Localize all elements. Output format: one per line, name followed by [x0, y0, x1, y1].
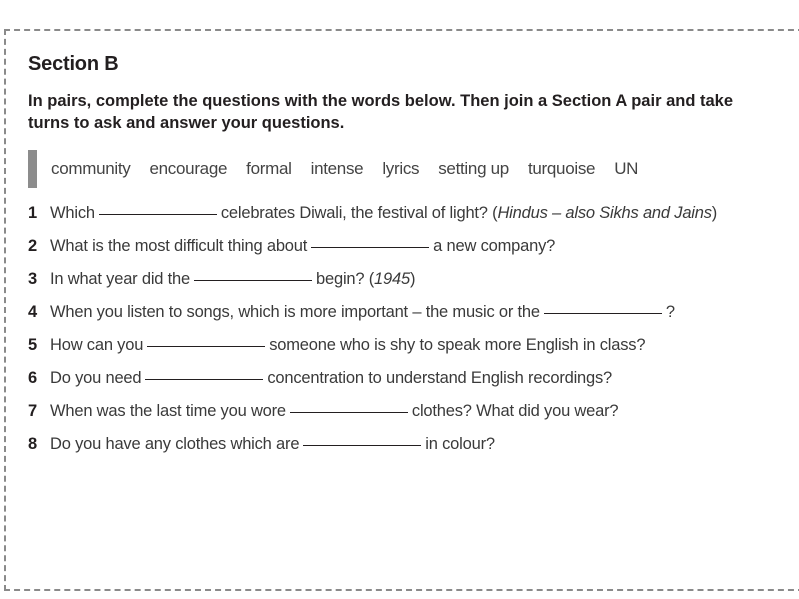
question-hint: 1945 [374, 270, 410, 288]
question-text-before: In what year did the [50, 270, 191, 288]
question-item [28, 237, 788, 270]
word-bank-bar [28, 150, 37, 188]
question-text-after: ? [665, 303, 675, 321]
question-text-after: concentration to understand English recordings? [267, 369, 613, 387]
question-text-after: clothes? What did you wear? [411, 402, 619, 420]
question-list [28, 204, 788, 468]
section-title: Section B [28, 53, 119, 75]
question-item [28, 336, 788, 369]
answer-blank[interactable] [145, 379, 263, 380]
answer-blank[interactable] [311, 247, 429, 248]
question-number: 6 [28, 369, 37, 387]
question-item [28, 369, 788, 402]
question-item [28, 270, 788, 303]
question-text-after: someone who is shy to speak more English in class? [269, 336, 646, 354]
answer-blank[interactable] [303, 445, 421, 446]
answer-blank[interactable] [290, 412, 408, 413]
question-text-before: How can you [50, 336, 144, 354]
question-text-after: celebrates Diwali, the festival of light? ( [220, 204, 498, 222]
word-bank-item: UN [614, 159, 639, 178]
question-number: 5 [28, 336, 37, 354]
question-text-after: in colour? [425, 435, 495, 453]
question-number: 7 [28, 402, 37, 420]
word-bank-item: encourage [149, 159, 228, 178]
question-end: ) [409, 270, 416, 288]
question-item [28, 435, 788, 468]
word-bank-item: turquoise [527, 159, 596, 178]
answer-blank[interactable] [147, 346, 265, 347]
question-end: ) [711, 204, 718, 222]
question-number: 3 [28, 270, 37, 288]
answer-blank[interactable] [544, 313, 662, 314]
word-bank-item: setting up [438, 159, 509, 178]
question-text-before: When you listen to songs, which is more important – the music or the [50, 303, 540, 321]
question-number: 1 [28, 204, 37, 222]
word-bank-item: lyrics [382, 159, 420, 178]
word-bank-item: intense [310, 159, 364, 178]
word-bank [28, 150, 788, 188]
question-text-before: Do you need [50, 369, 142, 387]
question-text-before: Which [50, 204, 95, 222]
question-number: 8 [28, 435, 37, 453]
question-text-before: What is the most difficult thing about [50, 237, 308, 255]
question-text-before: Do you have any clothes which are [50, 435, 300, 453]
question-item [28, 204, 788, 237]
question-item [28, 402, 788, 435]
answer-blank[interactable] [194, 280, 312, 281]
word-bank-item: formal [246, 159, 292, 178]
question-item [28, 303, 788, 336]
question-text-before: When was the last time you wore [50, 402, 286, 420]
question-text-after: a new company? [433, 237, 556, 255]
section-b [28, 53, 788, 468]
question-text-after: begin? ( [316, 270, 375, 288]
answer-blank[interactable] [99, 214, 217, 215]
question-hint: Hindus – also Sikhs and Jains [497, 204, 712, 222]
instructions-text: In pairs, complete the questions with the words below. Then join a Section A pair and take turns to ask and answer your questions. [28, 92, 734, 132]
question-number: 4 [28, 303, 37, 321]
question-number: 2 [28, 237, 37, 255]
word-bank-item: community [51, 159, 131, 178]
